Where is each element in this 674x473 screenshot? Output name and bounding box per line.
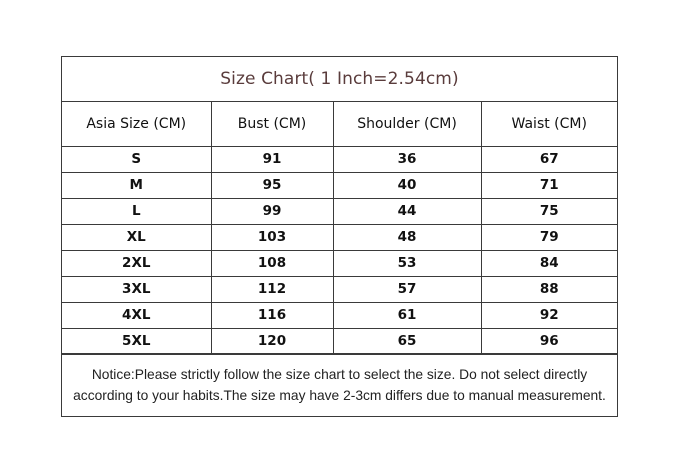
- cell-bust: 108: [211, 250, 333, 276]
- cell-size: 5XL: [62, 328, 211, 354]
- notice-line-2: according to your habits.The size may have 2-3cm differs due to manual measurement.: [73, 388, 606, 403]
- chart-title: Size Chart( 1 Inch=2.54cm): [220, 69, 459, 89]
- cell-size: S: [62, 146, 211, 172]
- header-shoulder: Shoulder (CM): [333, 102, 481, 146]
- table-row: [62, 328, 617, 354]
- cell-shoulder: 65: [333, 328, 481, 354]
- cell-bust: 120: [211, 328, 333, 354]
- cell-size: L: [62, 198, 211, 224]
- table-row: [62, 276, 617, 302]
- table-row: [62, 250, 617, 276]
- table-row: [62, 172, 617, 198]
- cell-size: 2XL: [62, 250, 211, 276]
- cell-shoulder: 40: [333, 172, 481, 198]
- header-row: [62, 102, 617, 146]
- size-table: [62, 102, 617, 355]
- cell-size: 4XL: [62, 302, 211, 328]
- cell-shoulder: 53: [333, 250, 481, 276]
- cell-waist: 84: [481, 250, 617, 276]
- cell-shoulder: 36: [333, 146, 481, 172]
- cell-waist: 75: [481, 198, 617, 224]
- cell-waist: 71: [481, 172, 617, 198]
- header-bust: Bust (CM): [211, 102, 333, 146]
- table-row: [62, 224, 617, 250]
- notice-text: [66, 364, 614, 406]
- cell-shoulder: 61: [333, 302, 481, 328]
- cell-shoulder: 48: [333, 224, 481, 250]
- table-row: [62, 146, 617, 172]
- title-row: [62, 57, 617, 102]
- cell-size: XL: [62, 224, 211, 250]
- cell-waist: 79: [481, 224, 617, 250]
- cell-bust: 103: [211, 224, 333, 250]
- cell-waist: 67: [481, 146, 617, 172]
- cell-shoulder: 57: [333, 276, 481, 302]
- cell-waist: 92: [481, 302, 617, 328]
- size-chart: [61, 56, 618, 417]
- cell-bust: 99: [211, 198, 333, 224]
- table-row: [62, 302, 617, 328]
- cell-size: 3XL: [62, 276, 211, 302]
- notice-row: [62, 353, 617, 416]
- table-row: [62, 198, 617, 224]
- header-asia-size: Asia Size (CM): [62, 102, 211, 146]
- header-waist: Waist (CM): [481, 102, 617, 146]
- cell-bust: 91: [211, 146, 333, 172]
- cell-waist: 96: [481, 328, 617, 354]
- cell-shoulder: 44: [333, 198, 481, 224]
- notice-line-1: Notice:Please strictly follow the size chart to select the size. Do not select directly: [91, 367, 588, 382]
- cell-waist: 88: [481, 276, 617, 302]
- cell-bust: 116: [211, 302, 333, 328]
- cell-size: M: [62, 172, 211, 198]
- cell-bust: 95: [211, 172, 333, 198]
- cell-bust: 112: [211, 276, 333, 302]
